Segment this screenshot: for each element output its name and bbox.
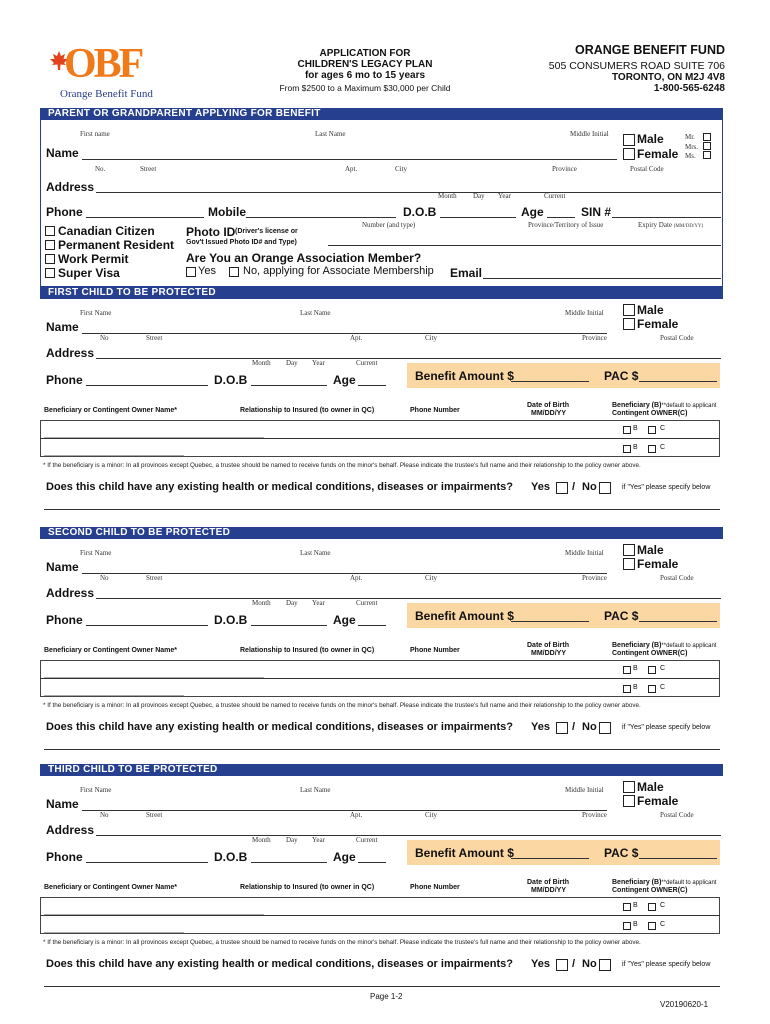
parent-province-caption: Province	[552, 165, 577, 173]
parent-no-caption: No.	[95, 165, 106, 173]
child2-no-caption: No	[100, 574, 109, 582]
child3-address-label: Address	[46, 823, 95, 837]
child2-month-caption: Month	[252, 599, 271, 607]
org-phone: 1-800-565-6248	[653, 83, 725, 94]
child1-phone-field[interactable]	[86, 385, 208, 386]
parent-mrs-checkbox[interactable]	[703, 142, 711, 150]
child3-pac-field[interactable]	[639, 858, 717, 859]
child3-health-details-field[interactable]	[44, 986, 720, 987]
child1-female-label: Female	[637, 317, 679, 331]
child2-col-benef-text: Beneficiary (B)	[612, 642, 662, 649]
child3-year-caption: Year	[312, 836, 325, 844]
logo-subtitle: Orange Benefit Fund	[60, 88, 153, 100]
parent-address-field[interactable]	[96, 192, 721, 193]
child3-apt-caption: Apt.	[350, 811, 363, 819]
child1-health-yes-label: Yes	[531, 481, 550, 493]
child3-col-benef-header2: Contingent OWNER(C)	[612, 887, 688, 894]
child1-col-dob-header1: Date of Birth	[527, 402, 569, 409]
child1-col-dob-header2: MM/DD/YY	[531, 410, 566, 417]
association-yes-label: Yes	[198, 265, 216, 277]
parent-dob-label: D.O.B	[403, 205, 437, 219]
child2-phone-label: Phone	[46, 613, 83, 627]
parent-day-caption: Day	[473, 192, 485, 200]
child2-col-beneficiary-header: Beneficiary or Contingent Owner Name*	[44, 647, 178, 654]
association-yes-checkbox[interactable]	[186, 267, 196, 277]
child2-section-rule	[40, 527, 723, 539]
child3-health-yes-label: Yes	[531, 958, 550, 970]
association-no-checkbox[interactable]	[229, 267, 239, 277]
child3-female-label: Female	[637, 794, 679, 808]
child2-benefit-amount-field[interactable]	[511, 621, 589, 622]
child2-beneficiary-row1-field[interactable]	[44, 677, 264, 678]
child1-health-yes-checkbox[interactable]	[556, 482, 568, 494]
child3-col-beneficiary-header: Beneficiary or Contingent Owner Name*	[44, 884, 178, 891]
association-question: Are You an Orange Association Member?	[186, 251, 422, 265]
status-super-visa-label: Super Visa	[58, 266, 120, 280]
child1-col-benef-text: Beneficiary (B)	[612, 402, 662, 409]
org-address2: TORONTO, ON M2J 4V8	[612, 72, 725, 83]
parent-ms-label: Ms.	[685, 152, 696, 160]
parent-female-label: Female	[637, 147, 679, 161]
parent-phone-field[interactable]	[86, 217, 204, 218]
child2-row2-b-checkbox[interactable]	[623, 685, 631, 693]
child2-row1-c-label: C	[660, 665, 666, 672]
child1-row2-c-checkbox[interactable]	[648, 445, 656, 453]
logo	[44, 41, 164, 106]
child3-health-question: Does this child have any existing health or medical conditions, diseases or impairments?	[46, 958, 514, 970]
parent-age-field[interactable]	[547, 217, 575, 218]
child3-col-dob-header1: Date of Birth	[527, 879, 569, 886]
child2-row2-c-label: C	[660, 684, 666, 691]
status-permanent-resident-checkbox[interactable]	[45, 240, 55, 250]
child3-trustee-note: * If the beneficiary is a minor: In all provinces except Quebec, a trustee should be named to receive funds on the minor's behalf. Please indicate the trustee's full name and their relationship to the policy owner above.	[43, 939, 641, 946]
child2-health-specify-note: if "Yes" please specify below	[622, 724, 711, 731]
child1-col-benef-header2: Contingent OWNER(C)	[612, 410, 688, 417]
child3-row1-b-label: B	[633, 902, 638, 909]
child2-city-caption: City	[425, 574, 438, 582]
child3-beneficiary-row2-field[interactable]	[44, 932, 184, 933]
parent-male-label: Male	[637, 132, 664, 146]
child1-beneficiary-row-divider	[40, 438, 720, 439]
child2-male-checkbox[interactable]	[623, 544, 635, 556]
child2-street-caption: Street	[146, 574, 163, 582]
child2-beneficiary-row2-field[interactable]	[44, 695, 184, 696]
status-canadian-citizen-checkbox[interactable]	[45, 226, 55, 236]
child1-col-beneficiary-header: Beneficiary or Contingent Owner Name*	[44, 407, 178, 414]
child3-row2-b-checkbox[interactable]	[623, 922, 631, 930]
child3-last-name-caption: Last Name	[300, 786, 331, 794]
child2-province-caption: Province	[582, 574, 607, 582]
parent-first-name-caption: First name	[80, 130, 110, 138]
child1-street-caption: Street	[146, 334, 163, 342]
child2-col-benef-header2: Contingent OWNER(C)	[612, 650, 688, 657]
child2-health-slash: /	[572, 721, 576, 733]
parent-male-checkbox[interactable]	[623, 134, 635, 146]
child1-middle-initial-caption: Middle Initial	[565, 309, 604, 317]
child3-section-rule	[40, 764, 723, 776]
child3-health-no-checkbox[interactable]	[599, 959, 611, 971]
child3-row2-c-label: C	[660, 921, 666, 928]
child1-age-field[interactable]	[358, 385, 386, 386]
child2-health-no-checkbox[interactable]	[599, 722, 611, 734]
child1-no-caption: No	[100, 334, 109, 342]
child3-row2-b-label: B	[633, 921, 638, 928]
child3-benefit-amount-field[interactable]	[511, 858, 589, 859]
child1-section-rule	[40, 287, 723, 299]
parent-mrs-label: Mrs.	[685, 143, 699, 151]
child1-month-caption: Month	[252, 359, 271, 367]
org-name: ORANGE BENEFIT FUND	[575, 43, 725, 57]
child2-health-yes-label: Yes	[531, 721, 550, 733]
parent-name-field[interactable]	[82, 159, 617, 160]
child3-health-slash: /	[572, 958, 576, 970]
child3-address-field[interactable]	[96, 835, 721, 836]
parent-month-caption: Month	[438, 192, 457, 200]
child3-no-caption: No	[100, 811, 109, 819]
child1-health-no-label: No	[582, 481, 597, 493]
form-title-line1: APPLICATION FOR	[319, 48, 411, 59]
child2-age-field[interactable]	[358, 625, 386, 626]
child3-col-benef-text: Beneficiary (B)	[612, 879, 662, 886]
parent-apt-caption: Apt.	[345, 165, 358, 173]
child3-health-yes-checkbox[interactable]	[556, 959, 568, 971]
parent-year-caption: Year	[498, 192, 511, 200]
parent-sin-field[interactable]	[612, 217, 721, 218]
parent-postal-caption: Postal Code	[630, 165, 664, 173]
photo-id-number-caption: Number (and type)	[362, 221, 416, 229]
child2-apt-caption: Apt.	[350, 574, 363, 582]
status-super-visa-checkbox[interactable]	[45, 268, 55, 278]
child1-beneficiary-row1-field[interactable]	[44, 437, 264, 438]
child1-day-caption: Day	[286, 359, 298, 367]
child1-health-no-checkbox[interactable]	[599, 482, 611, 494]
child3-middle-initial-caption: Middle Initial	[565, 786, 604, 794]
child2-last-name-caption: Last Name	[300, 549, 331, 557]
child1-row1-b-checkbox[interactable]	[623, 426, 631, 434]
child2-beneficiary-row-divider	[40, 678, 720, 679]
parent-mobile-label: Mobile	[208, 205, 246, 219]
child3-row1-c-label: C	[660, 902, 666, 909]
child1-health-question: Does this child have any existing health or medical conditions, diseases or impairments?	[46, 481, 514, 493]
child2-pac-field[interactable]	[639, 621, 717, 622]
child3-health-no-label: No	[582, 958, 597, 970]
child3-name-label: Name	[46, 797, 79, 811]
child3-dob-label: D.O.B	[214, 850, 248, 864]
child2-row1-c-checkbox[interactable]	[648, 666, 656, 674]
logo-mark: OBF	[64, 41, 142, 87]
org-address1: 505 CONSUMERS ROAD SUITE 706	[548, 60, 725, 72]
child2-row2-c-checkbox[interactable]	[648, 685, 656, 693]
child1-year-caption: Year	[312, 359, 325, 367]
child2-current-caption: Current	[356, 599, 378, 607]
child3-col-phone-header: Phone Number	[410, 884, 460, 891]
parent-phone-label: Phone	[46, 205, 83, 219]
child3-row1-b-checkbox[interactable]	[623, 903, 631, 911]
child3-row1-c-checkbox[interactable]	[648, 903, 656, 911]
status-permanent-resident-label: Permanent Resident	[58, 238, 175, 252]
child2-address-field[interactable]	[96, 598, 721, 599]
child3-col-benef-note: **default to applicant	[661, 880, 717, 886]
child2-health-yes-checkbox[interactable]	[556, 722, 568, 734]
parent-current-caption: Current	[544, 192, 566, 200]
child3-section-title: THIRD CHILD TO BE PROTECTED	[40, 764, 723, 775]
child2-pac-label: PAC $	[604, 609, 639, 623]
parent-dob-field[interactable]	[440, 217, 516, 218]
child1-first-name-caption: First Name	[80, 309, 112, 317]
child1-age-label: Age	[333, 373, 356, 387]
child1-last-name-caption: Last Name	[300, 309, 331, 317]
form-title-line2: CHILDREN'S LEGACY PLAN	[297, 59, 433, 70]
child2-dob-label: D.O.B	[214, 613, 248, 627]
child2-address-label: Address	[46, 586, 95, 600]
child2-section-title: SECOND CHILD TO BE PROTECTED	[40, 527, 723, 538]
form-title-line3: for ages 6 mo to 15 years	[304, 70, 426, 81]
child3-first-name-caption: First Name	[80, 786, 112, 794]
child2-col-relationship-header: Relationship to Insured (to owner in QC)	[240, 647, 375, 654]
photo-id-field[interactable]	[328, 245, 721, 246]
child1-dob-label: D.O.B	[214, 373, 248, 387]
child2-female-label: Female	[637, 557, 679, 571]
child1-name-label: Name	[46, 320, 79, 334]
child3-male-label: Male	[637, 780, 664, 794]
child3-pac-label: PAC $	[604, 846, 639, 860]
child3-city-caption: City	[425, 811, 438, 819]
child2-row1-b-label: B	[633, 665, 638, 672]
child2-col-phone-header: Phone Number	[410, 647, 460, 654]
child1-health-specify-note: if "Yes" please specify below	[622, 484, 711, 491]
child2-day-caption: Day	[286, 599, 298, 607]
parent-mr-checkbox[interactable]	[703, 133, 711, 141]
child3-phone-field[interactable]	[86, 862, 208, 863]
child1-female-checkbox[interactable]	[623, 318, 635, 330]
child1-address-label: Address	[46, 346, 95, 360]
child2-row2-b-label: B	[633, 684, 638, 691]
photo-id-label: Photo ID	[186, 225, 236, 239]
status-work-permit-checkbox[interactable]	[45, 254, 55, 264]
child3-beneficiary-row-divider	[40, 915, 720, 916]
child1-postal-caption: Postal Code	[660, 334, 694, 342]
child2-col-benef-note: **default to applicant	[661, 643, 717, 649]
photo-id-expiry-caption	[638, 221, 703, 229]
child3-male-checkbox[interactable]	[623, 781, 635, 793]
child1-row1-c-label: C	[660, 425, 666, 432]
child3-age-label: Age	[333, 850, 356, 864]
parent-sin-label: SIN #	[581, 205, 612, 219]
child2-phone-field[interactable]	[86, 625, 208, 626]
form-title-line4: From $2500 to a Maximum $30,000 per Child	[279, 83, 451, 93]
status-canadian-citizen-label: Canadian Citizen	[58, 224, 155, 238]
child1-benefit-amount-field[interactable]	[511, 381, 589, 382]
child1-address-field[interactable]	[96, 358, 721, 359]
child1-male-label: Male	[637, 303, 664, 317]
child1-benefit-amount-label: Benefit Amount $	[415, 369, 514, 383]
child1-col-benef-note: **default to applicant	[661, 403, 717, 409]
child3-female-checkbox[interactable]	[623, 795, 635, 807]
child3-dob-field[interactable]	[251, 862, 327, 863]
parent-email-field[interactable]	[483, 278, 721, 279]
photo-id-hint2: Gov't Issued Photo ID# and Type)	[186, 239, 297, 246]
child3-age-field[interactable]	[358, 862, 386, 863]
child3-col-relationship-header: Relationship to Insured (to owner in QC)	[240, 884, 375, 891]
child3-province-caption: Province	[582, 811, 607, 819]
child3-beneficiary-row1-field[interactable]	[44, 914, 264, 915]
child1-dob-field[interactable]	[251, 385, 327, 386]
child3-phone-label: Phone	[46, 850, 83, 864]
parent-mr-label: Mr.	[685, 133, 695, 141]
child1-city-caption: City	[425, 334, 438, 342]
child1-col-relationship-header: Relationship to Insured (to owner in QC)	[240, 407, 375, 414]
child1-col-phone-header: Phone Number	[410, 407, 460, 414]
child2-male-label: Male	[637, 543, 664, 557]
child2-trustee-note: * If the beneficiary is a minor: In all provinces except Quebec, a trustee should be named to receive funds on the minor's behalf. Please indicate the trustee's full name and their relationship to the policy owner above.	[43, 702, 641, 709]
child3-benefit-amount-label: Benefit Amount $	[415, 846, 514, 860]
child3-current-caption: Current	[356, 836, 378, 844]
child2-col-dob-header1: Date of Birth	[527, 642, 569, 649]
parent-middle-initial-caption: Middle Initial	[570, 130, 609, 138]
child1-province-caption: Province	[582, 334, 607, 342]
child2-dob-field[interactable]	[251, 625, 327, 626]
parent-name-label: Name	[46, 146, 79, 160]
child2-first-name-caption: First Name	[80, 549, 112, 557]
photo-id-hint: (Driver's license or	[235, 228, 298, 235]
child1-apt-caption: Apt.	[350, 334, 363, 342]
child3-col-dob-header2: MM/DD/YY	[531, 887, 566, 894]
child2-postal-caption: Postal Code	[660, 574, 694, 582]
child2-row1-b-checkbox[interactable]	[623, 666, 631, 674]
page-number: Page 1-2	[370, 992, 403, 1001]
child2-middle-initial-caption: Middle Initial	[565, 549, 604, 557]
parent-mobile-field[interactable]	[246, 217, 396, 218]
child1-health-slash: /	[572, 481, 576, 493]
child1-section-title: FIRST CHILD TO BE PROTECTED	[40, 287, 723, 298]
parent-address-label: Address	[46, 180, 95, 194]
child3-row2-c-checkbox[interactable]	[648, 922, 656, 930]
status-work-permit-label: Work Permit	[58, 252, 129, 266]
parent-city-caption: City	[395, 165, 408, 173]
photo-id-province-caption: Province/Territory of Issue	[528, 221, 604, 229]
association-no-label: No, applying for Associate Membership	[243, 265, 434, 277]
child1-pac-field[interactable]	[639, 381, 717, 382]
child1-health-details-field[interactable]	[44, 509, 720, 510]
child1-row1-c-checkbox[interactable]	[648, 426, 656, 434]
child2-age-label: Age	[333, 613, 356, 627]
child1-row2-b-label: B	[633, 444, 638, 451]
parent-section-title: PARENT OR GRANDPARENT APPLYING FOR BENEFIT	[40, 108, 723, 120]
child1-current-caption: Current	[356, 359, 378, 367]
child3-postal-caption: Postal Code	[660, 811, 694, 819]
child2-health-details-field[interactable]	[44, 749, 720, 750]
child1-beneficiary-row2-field[interactable]	[44, 455, 184, 456]
child3-day-caption: Day	[286, 836, 298, 844]
parent-female-checkbox[interactable]	[623, 148, 635, 160]
child1-male-checkbox[interactable]	[623, 304, 635, 316]
child3-month-caption: Month	[252, 836, 271, 844]
child1-row2-b-checkbox[interactable]	[623, 445, 631, 453]
expiry-format-text: (MM/DD/YY)	[673, 224, 704, 229]
child2-name-label: Name	[46, 560, 79, 574]
child1-row2-c-label: C	[660, 444, 666, 451]
child3-health-specify-note: if "Yes" please specify below	[622, 961, 711, 968]
child2-year-caption: Year	[312, 599, 325, 607]
child2-female-checkbox[interactable]	[623, 558, 635, 570]
parent-last-name-caption: Last Name	[315, 130, 346, 138]
child3-street-caption: Street	[146, 811, 163, 819]
child1-pac-label: PAC $	[604, 369, 639, 383]
child1-row1-b-label: B	[633, 425, 638, 432]
expiry-date-text: Expiry Date	[638, 221, 673, 229]
parent-email-label: Email	[450, 266, 483, 280]
child2-health-no-label: No	[582, 721, 597, 733]
child2-benefit-amount-label: Benefit Amount $	[415, 609, 514, 623]
child2-col-dob-header2: MM/DD/YY	[531, 650, 566, 657]
child1-trustee-note: * If the beneficiary is a minor: In all provinces except Quebec, a trustee should be named to receive funds on the minor's behalf. Please indicate the trustee's full name and their relationship to the policy owner above.	[43, 462, 641, 469]
parent-age-label: Age	[521, 205, 544, 219]
parent-ms-checkbox[interactable]	[703, 151, 711, 159]
child1-phone-label: Phone	[46, 373, 83, 387]
parent-street-caption: Street	[140, 165, 157, 173]
child2-health-question: Does this child have any existing health or medical conditions, diseases or impairments?	[46, 721, 514, 733]
version-code: V20190620-1	[660, 1000, 709, 1009]
